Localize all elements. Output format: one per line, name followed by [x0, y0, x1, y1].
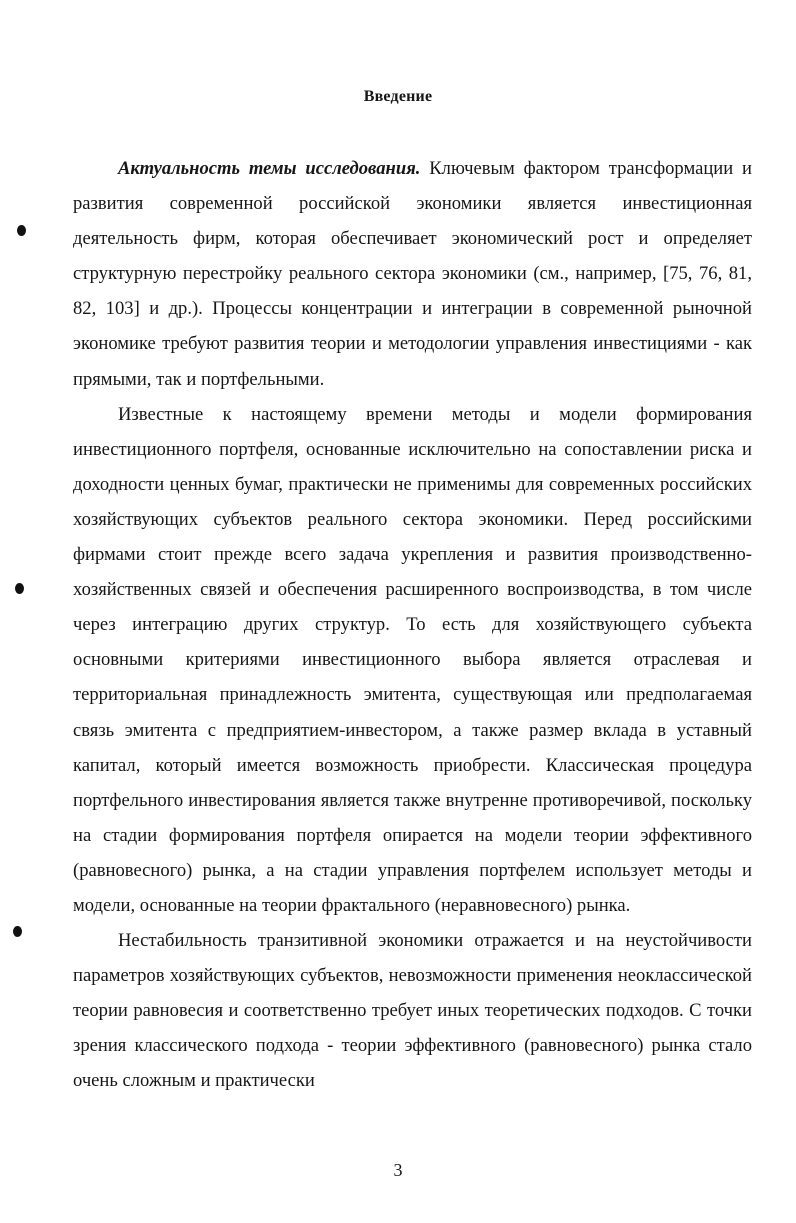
binding-hole-mark [13, 926, 22, 937]
paragraph-lead: Актуальность темы исследования. [118, 158, 421, 179]
section-heading: Введение [363, 88, 433, 105]
page-number: 3 [393, 1160, 403, 1180]
paragraph-text: Ключевым фактором трансформации и развития современной российской экономики является инвестиционная деятельность фирм, которая обеспечивает экономический рост и определяет структурную перестройку реального сектора экономики (см., например, [75, 76, 81, 82, 103] и др.). Процессы концентрации и интеграции в современной рыночной экономике требуют развития теории и методологии управления инвестициями - как прямыми, так и портфельными. [73, 158, 752, 390]
binding-hole-mark [15, 583, 24, 594]
paragraph: Известные к настоящему времени методы и модели формирования инвестиционного портфеля, основанные исключительно на сопоставлении риска и доходности ценных бумаг, практически не применимы для современных российских хозяйствующих субъектов реального сектора экономики. Перед российскими фирмами стоит прежде всего задача укрепления и развития производственно-хозяйственных связей и обеспечения расширенного воспроизводства, в том числе через интеграцию других структур. То есть для хозяйствующего субъекта основными критериями инвестиционного выбора является отраслевая и территориальная принадлежность эмитента, существующая или предполагаемая связь эмитента с предприятием-инвестором, а также размер вклада в уставный капитал, который имеется возможность приобрести. Классическая процедура портфельного инвестирования является также внутренне противоречивой, поскольку на стадии формирования портфеля опирается на модели теории эффективного (равновесного) рынка, а на стадии управления портфелем использует методы и модели, основанные на теории фрактального (неравновесного) рынка. [73, 403, 752, 916]
paragraph [73, 151, 752, 397]
body-text [73, 151, 752, 1099]
binding-hole-mark [17, 225, 26, 236]
paragraph: Нестабильность транзитивной экономики отражается и на неустойчивости параметров хозяйствующих субъектов, невозможности применения неоклассической теории равновесия и соответственно требует иных теоретических подходов. С точки зрения классического подхода - теории эффективного (равновесного) рынка стало очень сложным и практически [73, 930, 752, 1092]
